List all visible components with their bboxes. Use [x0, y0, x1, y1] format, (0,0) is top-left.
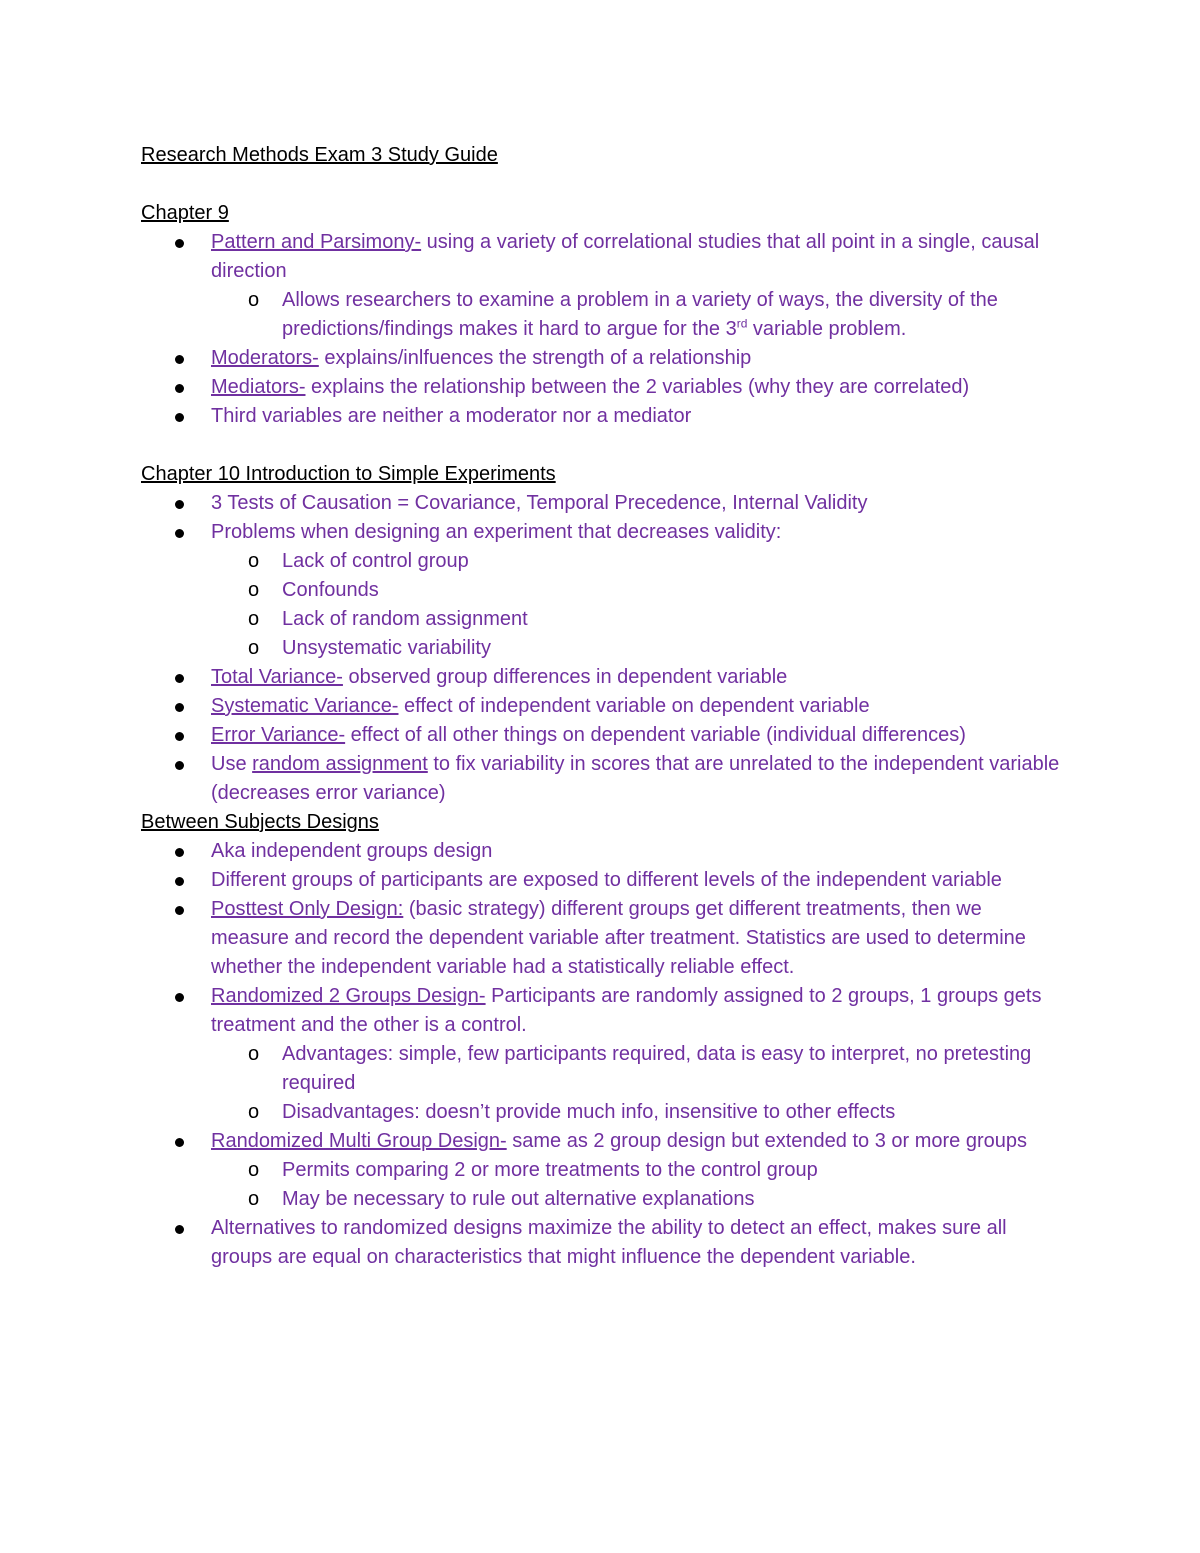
bullet-icon [175, 384, 184, 393]
definition: using a variety of correlational studies that all point in a single, causal direction [211, 231, 1040, 282]
list-item [211, 692, 1061, 721]
sub-list-item [248, 286, 1061, 344]
bullet-icon [175, 355, 184, 364]
chapter-9-list [141, 228, 1061, 431]
definition: same as 2 group design but extended to 3 or more groups [506, 1130, 1028, 1152]
term: Mediators- [211, 376, 306, 398]
chapter-10-heading: Chapter 10 Introduction to Simple Experiments [141, 463, 556, 485]
document-title: Research Methods Exam 3 Study Guide [141, 144, 498, 166]
hollow-bullet-icon: o [248, 1188, 260, 1210]
list-item [211, 373, 1061, 402]
chapter-10-list [141, 489, 1061, 808]
bullet-icon [175, 703, 184, 712]
sub-text: Confounds [282, 579, 379, 601]
sub-list [211, 286, 1061, 344]
term: random assignment [252, 753, 428, 775]
sub-list [211, 1156, 1061, 1214]
definition: Different groups of participants are exposed to different levels of the independent variable [211, 869, 1002, 891]
bullet-icon [175, 877, 184, 886]
superscript: rd [736, 316, 748, 331]
list-item [211, 1214, 1061, 1272]
bullet-icon [175, 529, 184, 538]
document-body [141, 141, 1061, 1272]
definition: Participants are randomly assigned to 2 groups, 1 groups gets treatment and the other is a control. [211, 985, 1042, 1036]
term: Pattern and Parsimony- [211, 231, 422, 253]
term: Moderators- [211, 347, 319, 369]
hollow-bullet-icon: o [248, 637, 260, 659]
sub-text: May be necessary to rule out alternative explanations [282, 1188, 755, 1210]
bullet-icon [175, 500, 184, 509]
definition: Alternatives to randomized designs maximize the ability to detect an effect, makes sure all groups are equal on characteristics that might influence the dependent variable. [211, 1217, 1007, 1268]
between-subjects-list [141, 837, 1061, 1272]
list-item [211, 402, 1061, 431]
list-item [211, 721, 1061, 750]
hollow-bullet-icon: o [248, 550, 260, 572]
definition: Third variables are neither a moderator nor a mediator [211, 405, 692, 427]
sub-list-item [248, 547, 1061, 576]
sub-text: Allows researchers to examine a problem in a variety of ways, the diversity of the predictions/findings makes it hard to argue for the 3 [282, 289, 998, 340]
definition: observed group differences in dependent variable [342, 666, 788, 688]
sub-list [211, 1040, 1061, 1127]
definition: to fix variability in scores that are unrelated to the independent variable (decreases error variance) [211, 753, 1060, 804]
list-item [211, 982, 1061, 1127]
between-subjects-heading: Between Subjects Designs [141, 811, 379, 833]
hollow-bullet-icon: o [248, 579, 260, 601]
sub-list-item [248, 1185, 1061, 1214]
sub-text-end: variable problem. [747, 318, 907, 340]
bullet-icon [175, 906, 184, 915]
bullet-icon [175, 1225, 184, 1234]
bullet-icon [175, 848, 184, 857]
bullet-icon [175, 674, 184, 683]
list-item [211, 518, 1061, 663]
term: Posttest Only Design: [211, 898, 404, 920]
bullet-icon [175, 732, 184, 741]
list-item [211, 837, 1061, 866]
definition: explains the relationship between the 2 variables (why they are correlated) [305, 376, 970, 398]
term: Total Variance- [211, 666, 343, 688]
bullet-icon [175, 239, 184, 248]
definition: explains/inlfuences the strength of a relationship [318, 347, 752, 369]
bullet-icon [175, 761, 184, 770]
list-item [211, 489, 1061, 518]
term: Randomized 2 Groups Design- [211, 985, 486, 1007]
list-item [211, 1127, 1061, 1214]
sub-list-item [248, 1156, 1061, 1185]
definition: effect of independent variable on dependent variable [398, 695, 870, 717]
sub-text: Permits comparing 2 or more treatments to the control group [282, 1159, 818, 1181]
sub-text: Unsystematic variability [282, 637, 491, 659]
bullet-icon [175, 413, 184, 422]
sub-list-item [248, 1098, 1061, 1127]
list-item [211, 663, 1061, 692]
list-item [211, 866, 1061, 895]
term: Randomized Multi Group Design- [211, 1130, 507, 1152]
hollow-bullet-icon: o [248, 608, 260, 630]
list-item [211, 344, 1061, 373]
definition: effect of all other things on dependent variable (individual differences) [345, 724, 966, 746]
term: Error Variance- [211, 724, 346, 746]
hollow-bullet-icon: o [248, 1043, 260, 1065]
hollow-bullet-icon: o [248, 1159, 260, 1181]
sub-list [211, 547, 1061, 663]
hollow-bullet-icon: o [248, 289, 260, 311]
chapter-9-heading: Chapter 9 [141, 202, 229, 224]
sub-text: Advantages: simple, few participants required, data is easy to interpret, no pretesting required [282, 1043, 1032, 1094]
definition: (basic strategy) different groups get different treatments, then we measure and record the dependent variable after treatment. Statistics are used to determine whether the independent variable had a statistically reliable effect. [211, 898, 1026, 978]
hollow-bullet-icon: o [248, 1101, 260, 1123]
sub-list-item [248, 1040, 1061, 1098]
bullet-icon [175, 993, 184, 1002]
text-before-term: Use [211, 753, 253, 775]
sub-list-item [248, 576, 1061, 605]
sub-text: Disadvantages: doesn’t provide much info, insensitive to other effects [282, 1101, 896, 1123]
list-item [211, 228, 1061, 344]
list-item [211, 750, 1061, 808]
sub-list-item [248, 605, 1061, 634]
term: Systematic Variance- [211, 695, 399, 717]
definition: Aka independent groups design [211, 840, 493, 862]
sub-list-item [248, 634, 1061, 663]
bullet-icon [175, 1138, 184, 1147]
definition: Problems when designing an experiment that decreases validity: [211, 521, 782, 543]
definition: 3 Tests of Causation = Covariance, Temporal Precedence, Internal Validity [211, 492, 868, 514]
sub-text: Lack of control group [282, 550, 469, 572]
sub-text: Lack of random assignment [282, 608, 528, 630]
list-item [211, 895, 1061, 982]
